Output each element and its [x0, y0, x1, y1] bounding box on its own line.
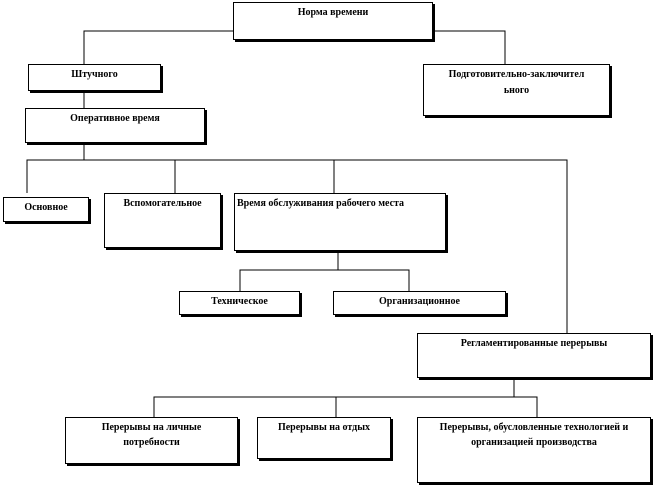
rest-breaks-node: [257, 417, 391, 459]
rest-breaks-label: Перерывы на отдых: [277, 422, 371, 433]
operative-time-label: Оперативное время: [70, 113, 160, 124]
personal-breaks-node: [65, 417, 238, 464]
tech-org-breaks-label: Перерывы, обусловленные технологией и организацией производства: [439, 422, 629, 448]
piece-time-node: [28, 64, 161, 91]
auxiliary-time-node: [104, 193, 221, 248]
regulated-breaks-node: [417, 333, 651, 378]
service-time-label: Время обслуживания рабочего места: [237, 198, 405, 209]
organizational-label: Организационное: [379, 296, 460, 307]
operative-time-node: [25, 108, 205, 143]
personal-breaks-label: Перерывы на личные потребности: [101, 422, 202, 448]
main-time-node: [3, 197, 89, 222]
tech-org-breaks-node: [417, 417, 651, 483]
prep-final-label: Подготовительно-заключительного: [448, 69, 585, 96]
piece-time-label: Штучного: [71, 69, 118, 80]
auxiliary-time-label: Вспомогательное: [123, 198, 202, 209]
technical-node: [179, 291, 300, 315]
service-time-node: [234, 193, 446, 251]
regulated-breaks-label: Регламентированные перерывы: [460, 338, 608, 349]
root-label: Норма времени: [297, 7, 369, 18]
main-time-label: Основное: [24, 202, 68, 213]
organizational-node: [333, 291, 506, 315]
prep-final-node: [423, 64, 610, 116]
root-node: [233, 2, 433, 40]
technical-label: Техническое: [211, 296, 268, 307]
